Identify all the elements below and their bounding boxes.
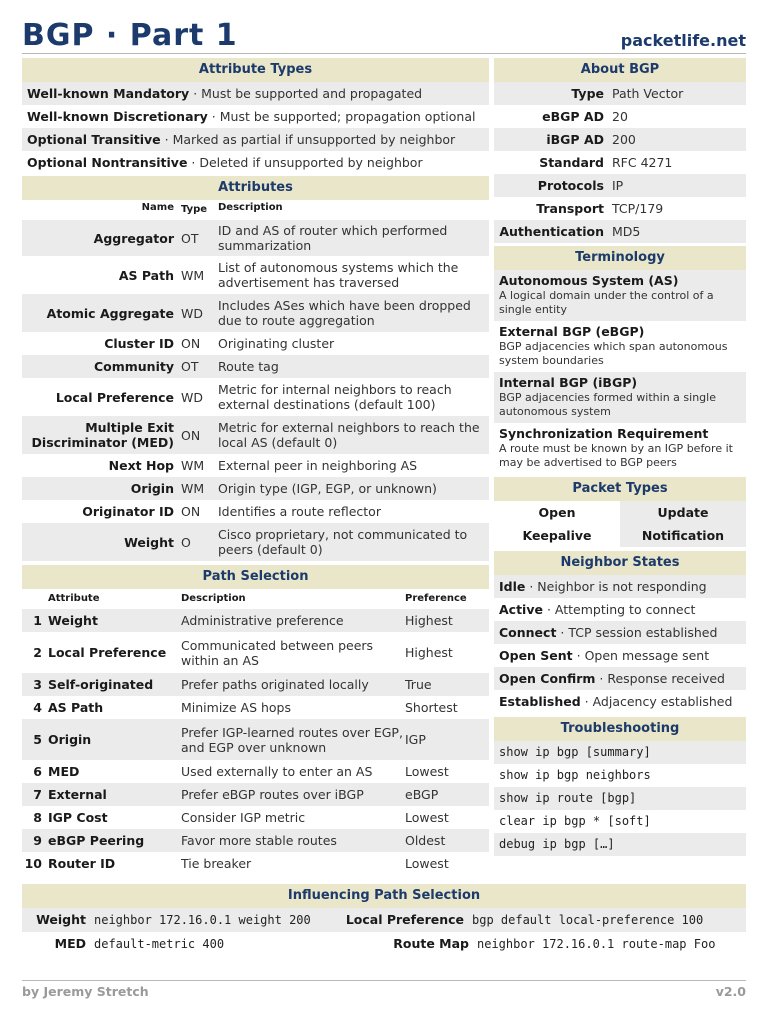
path-selection-row [22, 696, 489, 719]
attribute-name: Atomic Aggregate [46, 305, 174, 321]
troubleshooting-command: show ip route [bgp] [494, 787, 746, 810]
attribute-row [22, 378, 489, 416]
step-description: Communicated between peers within an AS [181, 637, 374, 668]
attribute-type-name: Optional Transitive [27, 132, 161, 147]
about-value: 20 [612, 109, 628, 124]
about-value: 200 [612, 132, 636, 147]
step-description: Favor more stable routes [181, 833, 337, 848]
neighbor-state-row [494, 644, 746, 667]
med-command: default-metric 400 [94, 937, 225, 951]
about-row [494, 128, 746, 151]
path-selection-heading: Path Selection [22, 565, 489, 589]
terminology-item [494, 270, 746, 321]
attribute-row [22, 523, 489, 561]
neighbor-state-desc: · Adjacency established [580, 694, 733, 709]
packet-type-cell: Keepalive [494, 524, 620, 547]
attribute-name: Weight [124, 534, 174, 550]
attribute-type: O [181, 534, 191, 550]
step-preference: Lowest [405, 764, 449, 779]
attribute-type-row [22, 82, 489, 105]
left-column [22, 58, 489, 875]
author-credit: by Jeremy Stretch [22, 984, 149, 999]
weight-command: neighbor 172.16.0.1 weight 200 [94, 913, 311, 927]
step-number: 5 [33, 732, 42, 747]
attribute-row [22, 256, 489, 294]
attribute-name: Multiple Exit Discriminator (MED) [31, 420, 174, 450]
about-key: Transport [536, 201, 604, 216]
step-preference: Oldest [405, 833, 446, 848]
neighbor-state-name: Open Confirm [499, 671, 596, 686]
attribute-row [22, 332, 489, 355]
attribute-type-row [22, 128, 489, 151]
attribute-type-desc: · Must be supported and propagated [189, 86, 423, 101]
local-preference-label: Local Preference [345, 912, 464, 927]
attribute-description: Metric for internal neighbors to reach external destinations (default 100) [218, 382, 452, 412]
attribute-description: Route tag [218, 359, 279, 374]
attribute-type-desc: · Marked as partial if unsupported by neighbor [160, 132, 456, 147]
troubleshooting-heading: Troubleshooting [494, 717, 746, 741]
col-desc-header: Description [218, 202, 283, 213]
col-preference-header: Preference [405, 593, 467, 604]
about-row [494, 151, 746, 174]
attribute-description: Identifies a route reflector [218, 504, 381, 519]
attribute-types-list [22, 82, 489, 174]
term-title: External BGP (eBGP) [499, 324, 645, 339]
step-preference: Shortest [405, 700, 458, 715]
about-row [494, 82, 746, 105]
attribute-type: ON [181, 336, 201, 351]
step-number: 3 [33, 677, 42, 692]
path-selection-section [22, 565, 489, 875]
page-footer [22, 980, 746, 1002]
attribute-name: Local Preference [55, 389, 174, 405]
step-attribute: Origin [48, 732, 92, 747]
about-bgp-list [494, 82, 746, 243]
term-definition: A route must be known by an IGP before it may be advertised to BGP peers [499, 442, 733, 469]
about-row [494, 197, 746, 220]
attribute-description: Cisco proprietary, not communicated to peers (default 0) [218, 527, 468, 557]
step-description: Prefer eBGP routes over iBGP [181, 787, 364, 802]
step-description: Used externally to enter an AS [181, 764, 373, 779]
about-key: Standard [539, 155, 604, 170]
packet-type-cell: Update [620, 501, 746, 524]
neighbor-state-desc: · Neighbor is not responding [525, 579, 707, 594]
attribute-row [22, 294, 489, 332]
neighbor-state-name: Open Sent [499, 648, 573, 663]
term-definition: A logical domain under the control of a single entity [499, 289, 714, 316]
step-attribute: Weight [48, 613, 98, 628]
terminology-item [494, 321, 746, 372]
neighbor-state-name: Active [499, 602, 543, 617]
step-number: 9 [33, 833, 42, 848]
attributes-table [22, 220, 489, 561]
route-map-command: neighbor 172.16.0.1 route-map Foo [477, 937, 716, 951]
step-number: 10 [24, 856, 42, 871]
path-selection-row [22, 783, 489, 806]
attribute-type-name: Well-known Discretionary [27, 109, 208, 124]
step-preference: True [405, 677, 432, 692]
attribute-name: Community [93, 359, 174, 374]
terminology-list [494, 270, 746, 474]
attribute-types-section [22, 58, 489, 174]
packet-type-cell: Open [494, 501, 620, 524]
step-number: 4 [33, 700, 42, 715]
about-key: iBGP AD [546, 132, 604, 147]
attribute-type-name: Well-known Mandatory [27, 86, 190, 101]
influence-row-2 [22, 932, 746, 956]
col-name-header: Name [141, 202, 174, 213]
troubleshooting-command: debug ip bgp […] [494, 833, 746, 856]
attributes-section [22, 176, 489, 561]
attribute-name: Aggregator [93, 230, 174, 246]
step-attribute: IGP Cost [48, 810, 108, 825]
step-description: Consider IGP metric [181, 810, 306, 825]
neighbor-state-desc: · TCP session established [556, 625, 718, 640]
step-attribute: External [48, 787, 107, 802]
attribute-type: ON [181, 427, 201, 443]
about-bgp-section [494, 58, 746, 243]
term-definition: BGP adjacencies formed within a single autonomous system [499, 391, 716, 418]
attribute-row [22, 500, 489, 523]
step-description: Tie breaker [181, 856, 252, 871]
troubleshooting-command: show ip bgp [summary] [494, 741, 746, 764]
terminology-item [494, 423, 746, 474]
terminology-section [494, 246, 746, 474]
attribute-description: Metric for external neighbors to reach the local AS (default 0) [218, 420, 480, 450]
attribute-description: External peer in neighboring AS [218, 458, 418, 473]
about-value: Path Vector [612, 86, 684, 101]
neighbor-state-name: Established [499, 694, 581, 709]
attribute-name: Origin [130, 481, 174, 496]
step-attribute: AS Path [48, 700, 104, 715]
path-selection-row [22, 719, 489, 760]
med-label: MED [54, 936, 86, 951]
step-preference: IGP [405, 732, 426, 747]
attribute-type: ON [181, 504, 201, 519]
about-key: eBGP AD [542, 109, 604, 124]
about-value: TCP/179 [612, 201, 664, 216]
site-name: packetlife.net [620, 31, 746, 50]
troubleshooting-command: show ip bgp neighbors [494, 764, 746, 787]
step-number: 6 [33, 764, 42, 779]
step-preference: Lowest [405, 810, 449, 825]
version-label: v2.0 [715, 984, 746, 999]
term-definition: BGP adjacencies which span autonomous system boundaries [499, 340, 728, 367]
attribute-row [22, 355, 489, 378]
attributes-table-header [22, 200, 489, 220]
attribute-type: WM [181, 267, 205, 283]
influencing-heading: Influencing Path Selection [22, 884, 746, 908]
about-row [494, 174, 746, 197]
attribute-description: Origin type (IGP, EGP, or unknown) [218, 481, 437, 496]
page-header [22, 14, 746, 54]
neighbor-state-desc: · Open message sent [572, 648, 710, 663]
step-attribute: Local Preference [48, 645, 167, 660]
about-key: Authentication [499, 224, 604, 239]
about-value: RFC 4271 [612, 155, 673, 170]
step-preference: eBGP [405, 787, 439, 802]
about-key: Protocols [537, 178, 604, 193]
neighbor-state-name: Idle [499, 579, 526, 594]
path-selection-table [22, 609, 489, 875]
page-title: BGP · Part 1 [22, 18, 238, 53]
neighbor-states-section [494, 551, 746, 713]
about-bgp-heading: About BGP [494, 58, 746, 82]
about-key: Type [571, 86, 604, 101]
packet-types-heading: Packet Types [494, 477, 746, 501]
term-title: Internal BGP (iBGP) [499, 375, 638, 390]
col-description-header: Description [181, 593, 246, 604]
neighbor-states-list [494, 575, 746, 713]
attribute-name: Cluster ID [104, 336, 174, 351]
step-number: 7 [33, 787, 42, 802]
neighbor-state-desc: · Attempting to connect [542, 602, 696, 617]
neighbor-state-row [494, 621, 746, 644]
weight-label: Weight [36, 912, 86, 927]
attribute-type: OT [181, 230, 199, 246]
attribute-description: List of autonomous systems which the advertisement has traversed [218, 260, 459, 290]
attribute-row [22, 416, 489, 454]
terminology-heading: Terminology [494, 246, 746, 270]
path-selection-table-header [22, 589, 489, 609]
col-attribute-header: Attribute [48, 593, 100, 604]
attribute-description: Originating cluster [218, 336, 335, 351]
troubleshooting-section [494, 717, 746, 856]
step-number: 8 [33, 810, 42, 825]
step-attribute: eBGP Peering [48, 833, 145, 848]
step-description: Administrative preference [181, 613, 344, 628]
path-selection-row [22, 673, 489, 696]
path-selection-row [22, 852, 489, 875]
attribute-type-desc: · Deleted if unsupported by neighbor [187, 155, 423, 170]
attribute-name: Originator ID [82, 504, 174, 519]
about-value: MD5 [612, 224, 641, 239]
about-row [494, 220, 746, 243]
path-selection-row [22, 609, 489, 632]
neighbor-states-heading: Neighbor States [494, 551, 746, 575]
troubleshooting-list [494, 741, 746, 856]
col-type-header: Type [181, 204, 208, 215]
attribute-description: ID and AS of router which performed summarization [218, 223, 448, 253]
step-description: Minimize AS hops [181, 700, 292, 715]
attribute-type-row [22, 151, 489, 174]
attribute-type: WM [181, 481, 205, 496]
path-selection-row [22, 806, 489, 829]
step-attribute: MED [48, 764, 80, 779]
step-preference: Highest [405, 645, 453, 660]
attribute-type-name: Optional Nontransitive [27, 155, 188, 170]
step-number: 2 [33, 645, 42, 660]
attribute-type-row [22, 105, 489, 128]
step-preference: Lowest [405, 856, 449, 871]
path-selection-row [22, 829, 489, 852]
path-selection-row [22, 632, 489, 673]
step-number: 1 [33, 613, 42, 628]
local-preference-command: bgp default local-preference 100 [472, 913, 704, 927]
attribute-row [22, 220, 489, 256]
terminology-item [494, 372, 746, 423]
attribute-types-heading: Attribute Types [22, 58, 489, 82]
attribute-name: Next Hop [108, 458, 174, 473]
term-title: Synchronization Requirement [499, 426, 709, 441]
attribute-description: Includes ASes which have been dropped due to route aggregation [218, 298, 471, 328]
influencing-path-selection-section [22, 884, 746, 956]
neighbor-state-row [494, 575, 746, 598]
attribute-type: WD [181, 305, 203, 321]
packet-type-cell: Notification [620, 524, 746, 547]
packet-types-section [494, 477, 746, 547]
attribute-row [22, 477, 489, 500]
attribute-type: WD [181, 389, 203, 405]
neighbor-state-desc: · Response received [595, 671, 725, 686]
step-attribute: Self-originated [48, 677, 154, 692]
right-column [494, 58, 746, 856]
step-description: Prefer paths originated locally [181, 677, 369, 692]
about-value: IP [612, 178, 624, 193]
attribute-row [22, 454, 489, 477]
attribute-type: OT [181, 359, 199, 374]
influence-row-1 [22, 908, 746, 932]
step-preference: Highest [405, 613, 453, 628]
route-map-label: Route Map [393, 936, 469, 951]
path-selection-row [22, 760, 489, 783]
attribute-name: AS Path [118, 267, 174, 283]
packet-types-grid [494, 501, 746, 547]
neighbor-state-row [494, 667, 746, 690]
attributes-heading: Attributes [22, 176, 489, 200]
troubleshooting-command: clear ip bgp * [soft] [494, 810, 746, 833]
neighbor-state-row [494, 690, 746, 713]
step-description: Prefer IGP-learned routes over EGP, and EGP over unknown [181, 724, 403, 755]
neighbor-state-name: Connect [499, 625, 557, 640]
attribute-type-desc: · Must be supported; propagation optional [207, 109, 476, 124]
neighbor-state-row [494, 598, 746, 621]
attribute-type: WM [181, 458, 205, 473]
about-row [494, 105, 746, 128]
step-attribute: Router ID [48, 856, 116, 871]
term-title: Autonomous System (AS) [499, 273, 679, 288]
